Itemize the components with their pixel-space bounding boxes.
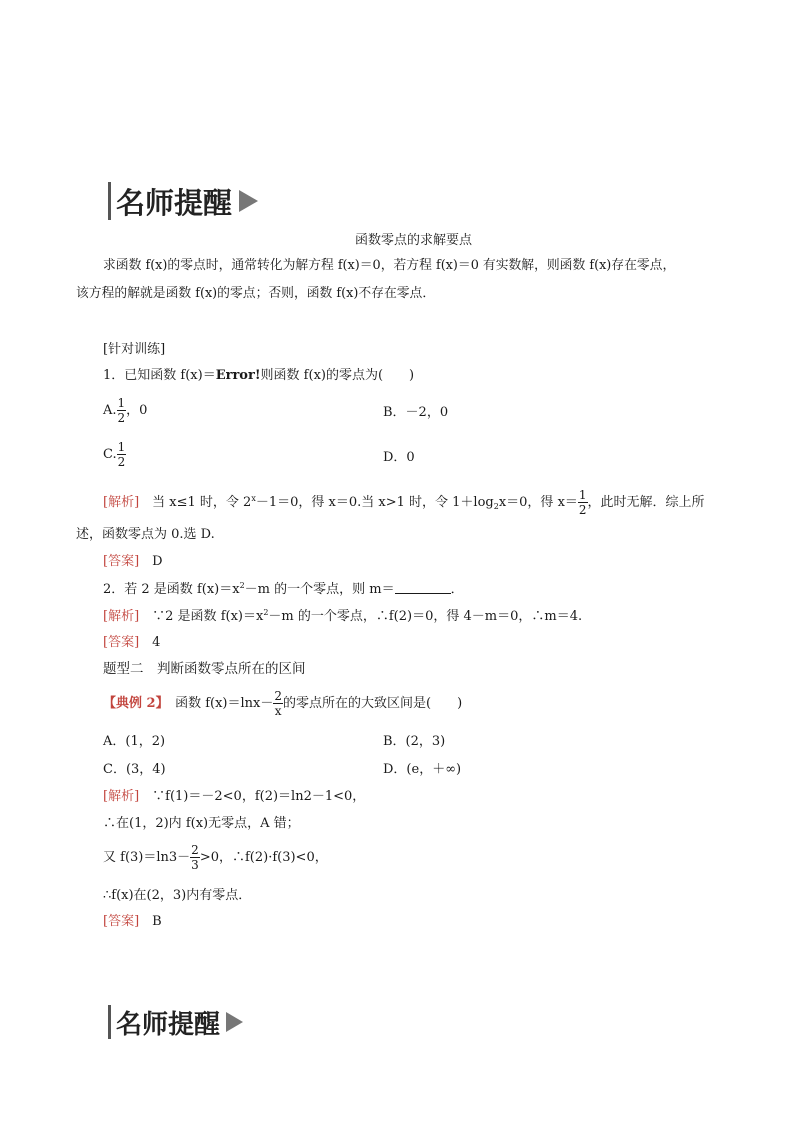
intro-line-2: 该方程的解就是函数 f(x)的零点；否则，函数 f(x)不存在零点． xyxy=(76,286,436,301)
answer-tag: [答案] xyxy=(103,635,140,650)
ex2-analysis-line-3: 又 f(3)＝ln3－ $\frac{2}{3}$ >0，∴f(2)·f(3)<0， xyxy=(103,843,328,872)
triangle-right-icon xyxy=(226,1012,243,1032)
ex2-analysis-line-2: ∴在(1，2)内 f(x)无零点，A 错； xyxy=(103,816,300,831)
intro-line-1: 求函数 f(x)的零点时，通常转化为解方程 f(x)＝0，若方程 f(x)＝0 有实数解，则函数 f(x)存在零点， xyxy=(103,258,676,273)
banner-mingshi-2 xyxy=(108,1005,243,1039)
triangle-right-icon xyxy=(239,190,258,212)
q1-option-b: B．－2，0 xyxy=(383,405,449,420)
banner-title: 名师提醒 xyxy=(116,185,233,220)
q1-stem xyxy=(103,369,414,382)
answer-tag: [答案] xyxy=(103,554,140,569)
banner-mingshi-1 xyxy=(108,182,258,220)
fraction: $\frac{1}{2}$ xyxy=(117,440,126,469)
q1-analysis: [解析] 当 x≤1 时，令 $2^x-1=0$，得 x＝0.当 x>1 时，令 $1+\log_2x=0$，得 x＝ $\frac{1}{2}$ ，此时无解．综上所 xyxy=(103,488,705,517)
ex2-analysis-line-1: [解析] ∵f(1)＝－2<0，f(2)＝ln2－1<0， xyxy=(103,789,366,804)
q1-stem-pre: 1．已知函数 f(x)＝ xyxy=(103,368,216,383)
type2-heading: 题型二 判断函数零点所在的区间 xyxy=(103,661,306,677)
fraction: $\frac{2}{x}$ xyxy=(274,689,282,718)
fraction: $\frac{1}{2}$ xyxy=(578,488,587,517)
example-tag: 【典例 2】 xyxy=(103,696,163,711)
analysis-tag: [解析] xyxy=(103,495,140,510)
q2-answer: [答案] 4 xyxy=(103,635,161,650)
q1-stem-post: 则函数 f(x)的零点为( ) xyxy=(260,368,415,383)
analysis-tag: [解析] xyxy=(103,789,140,804)
ex2-option-d: D．(e，＋∞) xyxy=(383,762,462,777)
ex2-option-a: A．(1，2) xyxy=(103,734,166,749)
fraction: $\frac{1}{2}$ xyxy=(117,396,126,425)
ex2-option-c: C．(3，4) xyxy=(103,762,166,777)
q2-analysis: [解析] ∵2 是函数 $f(x)=x^2-m$ 的一个零点，∴f(2)＝0，得 4－m＝0，∴m＝4. xyxy=(103,608,583,624)
answer-tag: [答案] xyxy=(103,914,140,929)
q2-stem: 2．若 2 是函数 $f(x)=x^2-m$ 的一个零点，则 m＝ ． xyxy=(103,581,464,597)
ex2-option-b: B．(2，3) xyxy=(383,734,446,749)
fraction: $\frac{2}{3}$ xyxy=(191,843,199,872)
ex2-analysis-line-4: ∴f(x)在(2，3)内有零点． xyxy=(103,888,252,903)
q1-option-d: D．0 xyxy=(383,450,415,465)
q1-error-text: Error! xyxy=(215,368,261,383)
q1-option-c: C. $\frac{1}{2}$ xyxy=(103,440,126,469)
answer-blank xyxy=(395,582,451,594)
q1-answer: [答案] D xyxy=(103,554,163,569)
section-title: 函数零点的求解要点 xyxy=(355,233,473,248)
q1-analysis-line-2: 述，函数零点为 0.选 D. xyxy=(76,527,215,542)
training-label: [针对训练] xyxy=(103,342,166,357)
banner-bar xyxy=(108,182,111,220)
analysis-tag: [解析] xyxy=(103,609,140,624)
q1-option-a: A. $\frac{1}{2}$ ，0 xyxy=(103,396,148,425)
ex2-stem: 【典例 2】 函数 f(x)＝lnx－ $\frac{2}{x}$ 的零点所在的大致区间是( ) xyxy=(103,689,463,718)
ex2-answer: [答案] B xyxy=(103,914,162,929)
banner-title: 名师提醒 xyxy=(116,1009,221,1040)
banner-bar xyxy=(108,1005,111,1039)
